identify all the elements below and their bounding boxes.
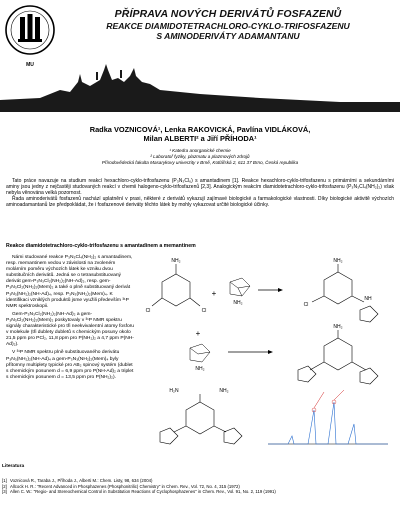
- scheme-label-cl-left: Cl: [145, 308, 151, 314]
- phosphazene-ring-reactant: [152, 264, 200, 306]
- section-title: Reakce diamidotetrachloro-cyklo-trifosfazenu s amantadinem a memantinem: [6, 243, 196, 249]
- poster-header: [0, 0, 400, 112]
- section-body: [6, 255, 136, 383]
- reference-item: [1] Voznicová R., Taraba J., Příhoda J., Alberti M.: Chem. Listy, 98, 634 (2004): [2, 478, 153, 483]
- affiliation-3: Přírodovědecká fakulta Masarykovy univerzity v Brně, Kotlářská 2, 611 37 Brno, Česká republika: [101, 160, 299, 165]
- phosphazene-ring-product-2: [298, 330, 378, 384]
- literature-title: Literatura: [2, 464, 25, 469]
- nmr-spectrum-inset: [268, 390, 388, 444]
- product1-label-nh: NH: [364, 296, 372, 302]
- memantine-cage-reactant: [190, 344, 210, 362]
- authors-line2: Milan ALBERTI² a Jiří PŘÍHODA¹: [143, 134, 257, 143]
- product1-label-cl: Cl: [303, 302, 309, 308]
- affiliations: [20, 148, 380, 166]
- introduction: [6, 178, 394, 208]
- reaction-arrow-head-2: [268, 350, 273, 354]
- intro-paragraph-2: Řada aminoderivátů fosfazenů nachází uplatnění v praxi, některé z derivátů vykazují zajímavé biologické a farmakologické vlastnosti. Díky biologické aktivitě výchozích aminoadamantanů lze předpokládat, že i fosfazenové deriváty těchto látek by mohly vykazovat určité biologické účinky.: [6, 196, 394, 209]
- city-skyline-image: [0, 60, 400, 112]
- affiliation-2: ² Laboratoř fyziky, plazmatu a plazmových zdrojů: [150, 154, 250, 159]
- adamantane-cage-reactant: [230, 278, 250, 296]
- memantine-label-nh2: NH₂: [195, 366, 205, 372]
- poster-title-block: [60, 8, 396, 41]
- section-paragraph-3: V ³¹P NMR spektru plně substituovaného derivátu P₃N₃(NH₂)₂(NH-Ad)₄ a gem-P₃N₃(NH₂)₂(Mem)₄ byly přítomny multiplety typické pro AB₂ spinový systém (dublet s chemickým posunem d = 6,9 ppm pro P(NH-Ad)₂ a triplet s chemickým posunem d = 13,5 ppm pro P(NH₂)₂).: [6, 350, 134, 380]
- phosphazene-ring-product-1: [312, 264, 378, 322]
- poster-title: PŘÍPRAVA NOVÝCH DERIVÁTŮ FOSFAZENŮ: [114, 8, 342, 20]
- scheme-label-amine-nh2: NH₂: [233, 300, 243, 306]
- reference-item: [3] Allen C. W.: "Regio- and Stereochemical Control in Substitution Reactions of Cyclophosphazenes" in Chem. Rev., Vol. 91, No. 2, 119 (1991): [2, 489, 276, 495]
- scheme-plus-sign: +: [211, 289, 217, 298]
- section-paragraph-1: Námi studované reakce P₃N₃Cl₄(NH₂)₂ s amantadinem, resp. memantinem vedou v závislosti na zvoleném molárním poměru výchozích látek ke vzniku dvou substitučních derivátů. Jedná se o tetrasubstituovaný derivát gem-P₃N₃Cl₂(NH₂)₂(NH-Ad)₂, resp. gem-P₃N₃Cl₂(NH₂)₂(Mem)₂ a také o plně substituovaný derivát P₃N₃(NH₂)₂(NH-Ad)₄, resp. P₃N₃(NH₂)₂(Mem)₄. K identifikaci vzniklých produktů jsme využili především ³¹P NMR spektroskopii.: [6, 255, 133, 309]
- product3-label-nh2: NH₂: [219, 388, 229, 394]
- reference-item: [2] Allcock H. R.: "Recent Advanced in Phosphazenes (Phosphonitrilic) Chemistry" in Chem. Rev., Vol. 72, No. 4, 315 (1972): [2, 483, 240, 489]
- scheme-label-nh2-top: NH₂: [171, 258, 181, 264]
- reaction-arrow-head: [278, 288, 283, 292]
- authors: [20, 125, 380, 143]
- product3-label-h2n: H₂N: [169, 388, 179, 394]
- intro-paragraph-1: Tato práce navazuje na studium reakcí hexachloro-cyklo-trifosfazenu (P₃N₃Cl₆) s amantadinem [1]. Reakce hexachloro-cyklo-trifosfazenu s primárními a sekundárními aminy jsou jedny z nejčastěji studovaných reakcí v chemii halogeno-cyklo-trifosfazenů [2,3]. Analogickým reakcím diamidotetrachloro-cyklo-trifosfazenu (P₃N₃Cl₄(NH₂)₂) však nebyla věnována velká pozornost.: [6, 178, 394, 197]
- phosphazene-ring-product-3: [160, 394, 242, 444]
- scheme-label-cl-right: Cl: [201, 308, 207, 314]
- svg-text:MU: MU: [26, 62, 34, 68]
- reaction-scheme: [138, 252, 396, 452]
- product2-label-nh2: NH₂: [333, 324, 343, 330]
- authors-line1: Radka VOZNICOVÁ¹, Lenka RAKOVICKÁ, Pavlína VIDLÁKOVÁ,: [89, 125, 311, 134]
- product1-label-nh2: NH₂: [333, 258, 343, 264]
- affiliation-1: ¹ Katedra anorganické chemie: [169, 148, 231, 153]
- poster-subtitle-line2: S AMINODERIVÁTY ADAMANTANU: [156, 31, 300, 41]
- section-paragraph-2: Gem-P₃N₃Cl₂(NH₂)₂(NH-Ad)₂ a gem-P₃N₃Cl₂(NH₂)₂(Mem)₂ poskytovaly v ³¹P NMR spektru signály charakteristické pro tři neekvivalentní atomy fosforu v molekule (tři dublety dubletů s chemickým posuny okolo 21,5 ppm pro PCl₂, 11,8 ppm pro P(NH₂)₂ a 4,7 ppm P(NH-Ad)₂).: [6, 311, 135, 348]
- scheme-plus-sign-2: +: [195, 329, 201, 338]
- poster-subtitle-line1: REAKCE DIAMIDOTETRACHLORO-CYKLO-TRIFOSFAZENU: [106, 21, 350, 31]
- reference-list: [2, 478, 398, 495]
